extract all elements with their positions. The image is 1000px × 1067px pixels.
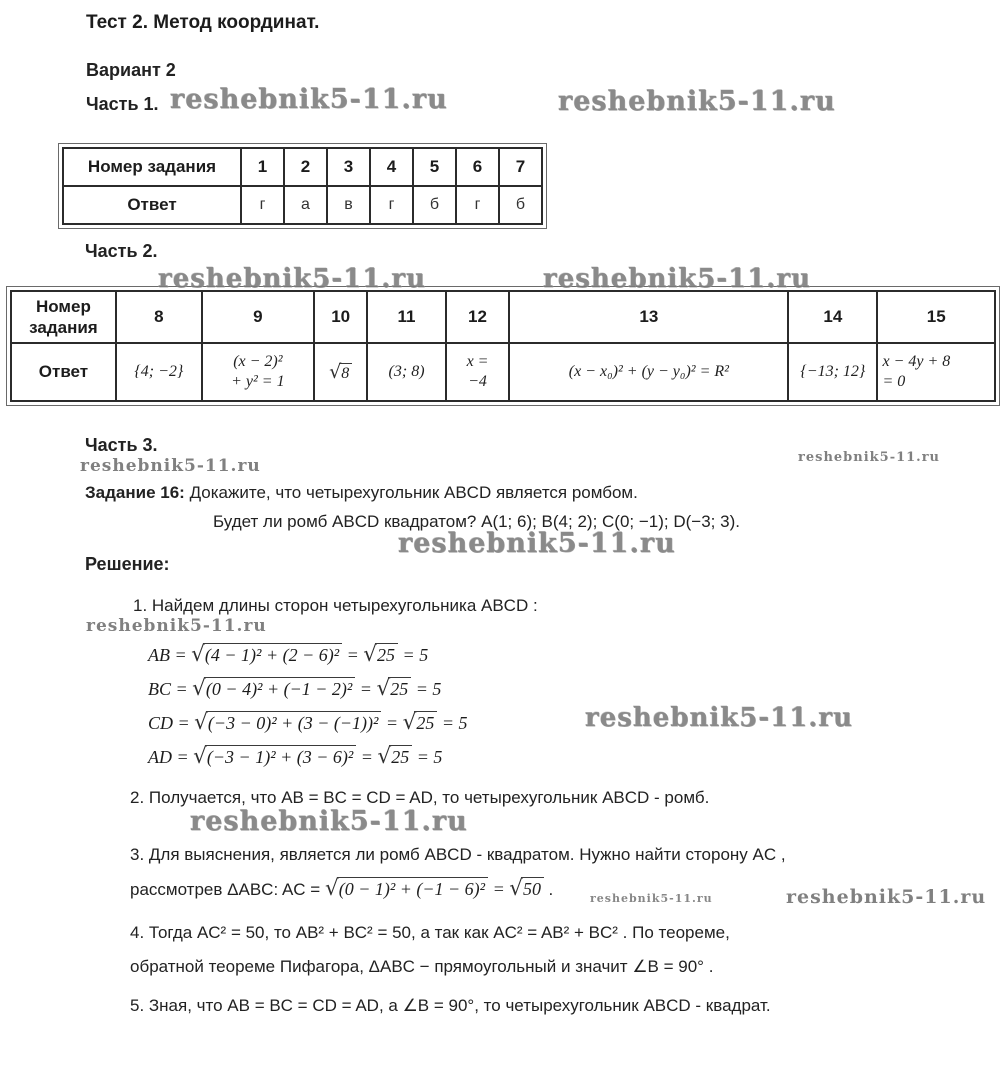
solution-step-4 — [130, 916, 730, 984]
watermark: reshebnik5-11.ru — [86, 616, 267, 636]
answer-row — [11, 343, 995, 401]
task-number-cell: 10 — [314, 291, 368, 343]
task-number-row — [63, 148, 542, 186]
part1-answers-table — [58, 143, 547, 229]
sqrt-radical: √ — [329, 360, 342, 383]
answer-cell-15: x − 4y + 8 = 0 — [877, 343, 995, 401]
watermark: reshebnik5-11.ru — [398, 528, 676, 559]
answer-cell-8: {4; −2} — [116, 343, 202, 401]
watermark: reshebnik5-11.ru — [80, 456, 261, 476]
task-number-cell: 7 — [499, 148, 542, 186]
step4-line1: 4. Тогда AC² = 50, то AB² + BC² = 50, а так как AC² = AB² + BC² . По теореме, — [130, 923, 730, 942]
sqrt-radical: √ — [194, 710, 208, 735]
task-number-cell: 9 — [202, 291, 314, 343]
answer-cell: б — [413, 186, 456, 224]
answer-cell-13: (x − x₀)² + (y − y₀)² = R² — [509, 343, 788, 401]
answer-row — [63, 186, 542, 224]
test-title: Тест 2. Метод координат. — [86, 12, 320, 33]
task-number-cell: 2 — [284, 148, 327, 186]
watermark: reshebnik5-11.ru — [190, 806, 468, 837]
watermark: reshebnik5-11.ru — [585, 703, 854, 733]
answer-cell-14: {−13; 12} — [788, 343, 877, 401]
sqrt-radical: √ — [363, 642, 378, 667]
sqrt-radical: √ — [191, 642, 205, 667]
watermark: reshebnik5-11.ru — [543, 264, 812, 294]
task-number-cell: 8 — [116, 291, 202, 343]
solution-step-1: 1. Найдем длины сторон четырехугольника ABCD : — [133, 596, 538, 615]
step4-line2: обратной теореме Пифагора, ΔABC − прямоугольный и значит ∠B = 90° . — [130, 957, 714, 976]
watermark: reshebnik5-11.ru — [798, 450, 941, 465]
sqrt-radical: √ — [509, 876, 523, 901]
task16-statement — [85, 478, 740, 536]
answer-cell: г — [241, 186, 284, 224]
watermark: reshebnik5-11.ru — [558, 86, 836, 117]
formula-ab: AB = √(4 − 1)² + (2 − 6)² = √25 = 5 — [148, 642, 429, 667]
part2-heading: Часть 2. — [85, 241, 158, 261]
step3-line1: 3. Для выяснения, является ли ромб ABCD - квадратом. Нужно найти сторону AC , — [130, 845, 786, 864]
watermark: reshebnik5-11.ru — [170, 84, 448, 115]
task16-line2: Будет ли ромб ABCD квадратом? A(1; 6); B(4; 2); C(0; −1); D(−3; 3). — [213, 512, 740, 531]
watermark: reshebnik5-11.ru — [158, 264, 427, 294]
solution-heading: Решение: — [85, 554, 170, 574]
answer-cell: г — [456, 186, 499, 224]
sqrt-radical: √ — [193, 744, 207, 769]
task-number-cell: 4 — [370, 148, 413, 186]
solution-step-3 — [130, 838, 786, 907]
watermark: reshebnik5-11.ru — [786, 886, 987, 908]
formula-cd: CD = √(−3 − 0)² + (3 − (−1))² = √25 = 5 — [148, 710, 468, 735]
task-number-cell: 15 — [877, 291, 995, 343]
answer-cell-9: (x − 2)² + y² = 1 — [202, 343, 314, 401]
task-number-cell: 14 — [788, 291, 877, 343]
sqrt-radical: √ — [376, 676, 391, 701]
task-number-cell: 5 — [413, 148, 456, 186]
table-header-label: Номер задания — [11, 291, 116, 343]
task-number-cell: 13 — [509, 291, 788, 343]
formula-ad: AD = √(−3 − 1)² + (3 − 6)² = √25 = 5 — [148, 744, 443, 769]
answer-cell: в — [327, 186, 370, 224]
table-header-label: Номер задания — [63, 148, 241, 186]
answer-cell-10: √8 — [314, 343, 368, 401]
solution-step-2: 2. Получается, что AB = BC = CD = AD, то четырехугольник ABCD - ромб. — [130, 788, 710, 807]
sqrt-radical: √ — [192, 676, 206, 701]
task16-label: Задание 16: — [85, 483, 185, 502]
task-number-cell: 1 — [241, 148, 284, 186]
step3-formula-line: рассмотрев ΔABC: AC = √(0 − 1)² + (−1 − 6)² = √50 . — [130, 876, 554, 901]
formula-bc: BC = √(0 − 4)² + (−1 − 2)² = √25 = 5 — [148, 676, 442, 701]
answer-row-label: Ответ — [63, 186, 241, 224]
answer-cell-11: (3; 8) — [367, 343, 445, 401]
answer-cell: б — [499, 186, 542, 224]
part3-heading: Часть 3. — [85, 435, 158, 455]
sqrt-radical: √ — [324, 876, 339, 901]
answer-row-label: Ответ — [11, 343, 116, 401]
sqrt-radical: √ — [377, 744, 392, 769]
task-number-cell: 3 — [327, 148, 370, 186]
task-number-cell: 12 — [446, 291, 510, 343]
side-length-formulas — [148, 638, 468, 774]
answer-cell: г — [370, 186, 413, 224]
solution-step-5: 5. Зная, что AB = BC = CD = AD, а ∠B = 90°, то четырехугольник ABCD - квадрат. — [130, 996, 771, 1015]
watermark: reshebnik5-11.ru — [590, 892, 713, 905]
part2-answers-table — [6, 286, 1000, 406]
variant-label: Вариант 2 — [86, 60, 176, 80]
part1-heading: Часть 1. — [86, 94, 159, 114]
task-number-cell: 11 — [367, 291, 445, 343]
task-number-row — [11, 291, 995, 343]
answer-cell: а — [284, 186, 327, 224]
answer-cell-12: x = −4 — [446, 343, 510, 401]
task-number-cell: 6 — [456, 148, 499, 186]
sqrt-radical: √ — [402, 710, 417, 735]
task16-line1: Задание 16: Докажите, что четырехугольник ABCD является ромбом. — [85, 483, 638, 502]
